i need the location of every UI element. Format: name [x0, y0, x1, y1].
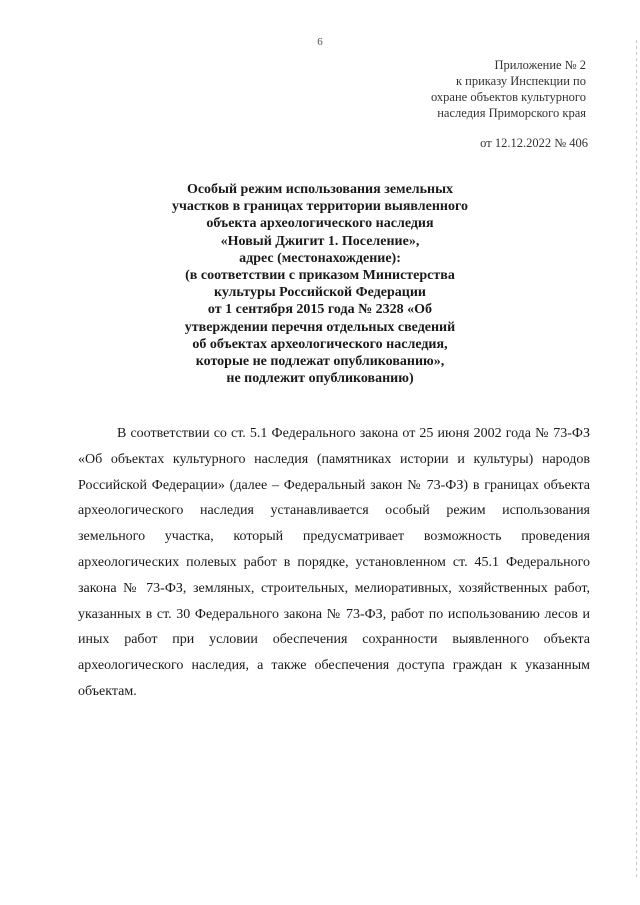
- title-line: об объектах археологического наследия,: [192, 336, 448, 352]
- order-reference: от 12.12.2022 № 406: [480, 136, 588, 150]
- title-line: (в соответствии с приказом Министерства: [185, 268, 455, 284]
- title-line: Особый режим использования земельных: [186, 182, 454, 197]
- appendix-line: к приказу Инспекции по: [455, 74, 586, 88]
- body-paragraph: В соответствии со ст. 5.1 Федерального закона от 25 июня 2002 года № 73-ФЗ «Об объектах культурного наследия (памятниках истории и культуры) народов Российской Федерации» (далее – Федеральный закон № 73-ФЗ) в границах объекта археологического наследия устанавливается особый режим использования земельного участка, который предусматривает возможность проведения археологических полевых работ в порядке, установленном ст. 45.1 Федерального закона № 73-ФЗ, земляных, строительных, мелиоративных, хозяйственных работ, указанных в ст. 30 Федерального закона № 73-ФЗ, работ по использованию лесов и иных работ при условии обеспечения сохранности выявленного объекта археологического наследия, а также обеспечения доступа граждан к указанным объектам.: [78, 426, 590, 699]
- title-line: от 1 сентября 2015 года № 2328 «Об: [207, 302, 433, 318]
- title-line: адрес (местонахождение):: [239, 250, 401, 266]
- page-number: 6: [317, 36, 323, 48]
- title-line: «Новый Джигит 1. Поселение»,: [220, 233, 420, 249]
- appendix-line: охране объектов культурного: [430, 90, 586, 104]
- title-line: участков в границах территории выявленного: [172, 199, 468, 215]
- appendix-line: наследия Приморского края: [437, 106, 586, 120]
- title-line: культуры Российской Федерации: [214, 285, 426, 301]
- appendix-line: Приложение № 2: [494, 58, 586, 72]
- document-title: [120, 181, 520, 387]
- scan-edge-line: [636, 40, 637, 880]
- appendix-header: [431, 57, 586, 121]
- title-line: утверждении перечня отдельных сведений: [184, 319, 456, 335]
- title-line: которые не подлежат опубликованию»,: [195, 354, 445, 370]
- title-line: не подлежит опубликованию): [226, 371, 414, 387]
- title-line: объекта археологического наследия: [206, 216, 434, 232]
